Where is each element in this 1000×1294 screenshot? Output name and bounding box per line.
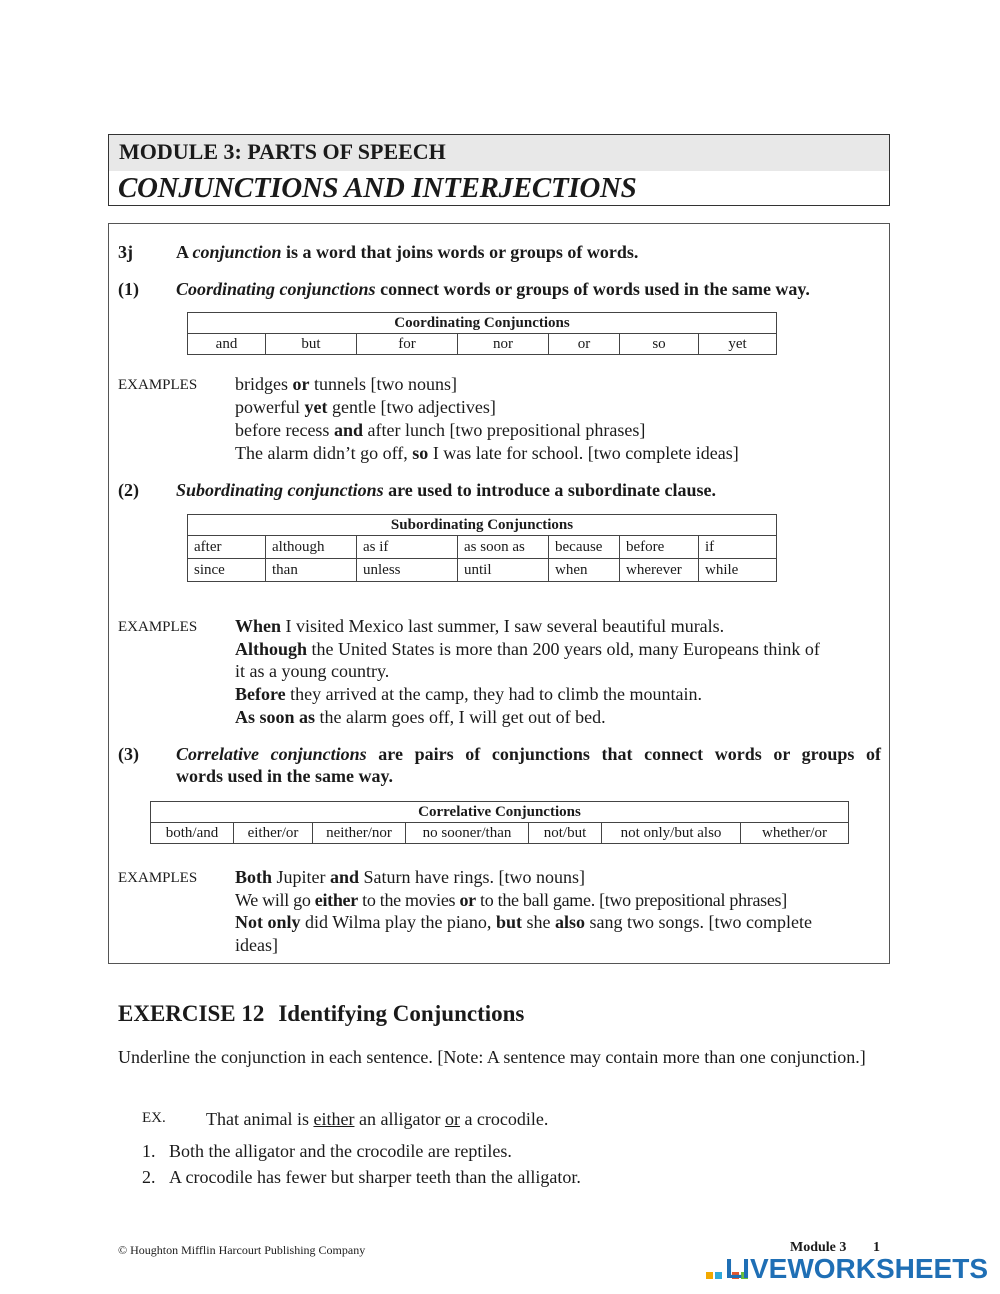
logo-blocks-icon (705, 1271, 725, 1293)
table-cell: if (699, 536, 777, 559)
module-header (108, 134, 890, 206)
example-line: As soon as the alarm goes off, I will get out of bed. (235, 707, 606, 727)
table-cell: whether/or (741, 823, 849, 844)
table-cell: wherever (620, 559, 699, 582)
logo-text: LIVEWORKSHEETS (725, 1253, 988, 1284)
table-cell: no sooner/than (406, 823, 529, 844)
example-line: Both Jupiter and Saturn have rings. [two nouns] (235, 867, 586, 887)
section-3-heading-cont: words used in the same way. (176, 766, 394, 786)
rule-text: A conjunction is a word that joins words or groups of words. (176, 242, 639, 262)
example-line: it as a young country. (235, 661, 390, 681)
section-2-heading: Subordinating conjunctions are used to introduce a subordinate clause. (176, 480, 716, 500)
example-line: When I visited Mexico last summer, I saw several beautiful murals. (235, 616, 725, 636)
example-line: Before they arrived at the camp, they had to climb the mountain. (235, 684, 703, 704)
section-3-heading: Correlative conjunctions are pairs of conjunctions that connect words or groups of (176, 744, 881, 764)
table-cell: either/or (234, 823, 313, 844)
subordinating-table-title: Subordinating Conjunctions (188, 515, 777, 536)
table-cell: or (549, 334, 620, 355)
table-cell: so (620, 334, 699, 355)
table-cell: as if (357, 536, 458, 559)
table-cell: but (266, 334, 357, 355)
example-line: Not only did Wilma play the piano, but she also sang two songs. [two complete (235, 912, 812, 932)
example-line: Although the United States is more than 200 years old, many Europeans think of (235, 639, 820, 659)
table-cell: for (357, 334, 458, 355)
examples-label: EXAMPLES (118, 377, 198, 393)
example-line: The alarm didn’t go off, so I was late for school. [two complete ideas] (235, 443, 739, 463)
page-title: CONJUNCTIONS AND INTERJECTIONS (118, 172, 637, 204)
table-cell: not/but (529, 823, 602, 844)
table-cell: until (458, 559, 549, 582)
example-line: bridges or tunnels [two nouns] (235, 374, 457, 394)
section-3-number: (3) (118, 744, 139, 764)
coordinating-table (187, 312, 777, 355)
table-cell: when (549, 559, 620, 582)
correlative-table (150, 801, 849, 844)
table-cell: although (266, 536, 357, 559)
table-cell: both/and (151, 823, 234, 844)
liveworksheets-logo[interactable] (705, 1253, 988, 1293)
table-cell: since (188, 559, 266, 582)
section-1-heading: Coordinating conjunctions connect words or groups of words used in the same way. (176, 279, 810, 299)
table-cell: while (699, 559, 777, 582)
table-cell: before (620, 536, 699, 559)
table-cell: not only/but also (602, 823, 741, 844)
examples-label: EXAMPLES (118, 619, 198, 635)
module-label: MODULE 3: PARTS OF SPEECH (119, 139, 446, 164)
section-2-number: (2) (118, 480, 139, 500)
copyright: © Houghton Mifflin Harcourt Publishing Company (118, 1243, 366, 1257)
subordinating-table (187, 514, 777, 582)
example-line: ideas] (235, 935, 278, 955)
example-line: before recess and after lunch [two prepositional phrases] (235, 420, 646, 440)
table-cell: neither/nor (313, 823, 406, 844)
table-cell: yet (699, 334, 777, 355)
exercise-example: That animal is either an alligator or a crocodile. (206, 1109, 549, 1129)
example-line: We will go either to the movies or to the ball game. [two prepositional phrases] (235, 890, 787, 910)
table-cell: and (188, 334, 266, 355)
exercise-item[interactable]: Both the alligator and the crocodile are reptiles. (169, 1141, 512, 1161)
table-cell: nor (458, 334, 549, 355)
example-label: EX. (142, 1110, 166, 1126)
table-cell: because (549, 536, 620, 559)
rule-number: 3j (118, 242, 133, 262)
exercise-heading: EXERCISE 12 Identifying Conjunctions (118, 1001, 525, 1026)
item-number: 1. (142, 1141, 156, 1161)
footer-module: Module 3 (790, 1240, 847, 1255)
item-number: 2. (142, 1167, 156, 1187)
table-cell: unless (357, 559, 458, 582)
table-cell: than (266, 559, 357, 582)
section-1-number: (1) (118, 279, 139, 299)
coordinating-table-title: Coordinating Conjunctions (188, 313, 777, 334)
exercise-item[interactable]: A crocodile has fewer but sharper teeth than the alligator. (169, 1167, 581, 1187)
correlative-table-title: Correlative Conjunctions (151, 802, 849, 823)
table-cell: as soon as (458, 536, 549, 559)
example-line: powerful yet gentle [two adjectives] (235, 397, 496, 417)
page-number: 1 (873, 1240, 880, 1255)
exercise-instructions: Underline the conjunction in each sentence. [Note: A sentence may contain more than one conjunction.] (118, 1047, 866, 1067)
examples-label: EXAMPLES (118, 870, 198, 886)
table-cell: after (188, 536, 266, 559)
